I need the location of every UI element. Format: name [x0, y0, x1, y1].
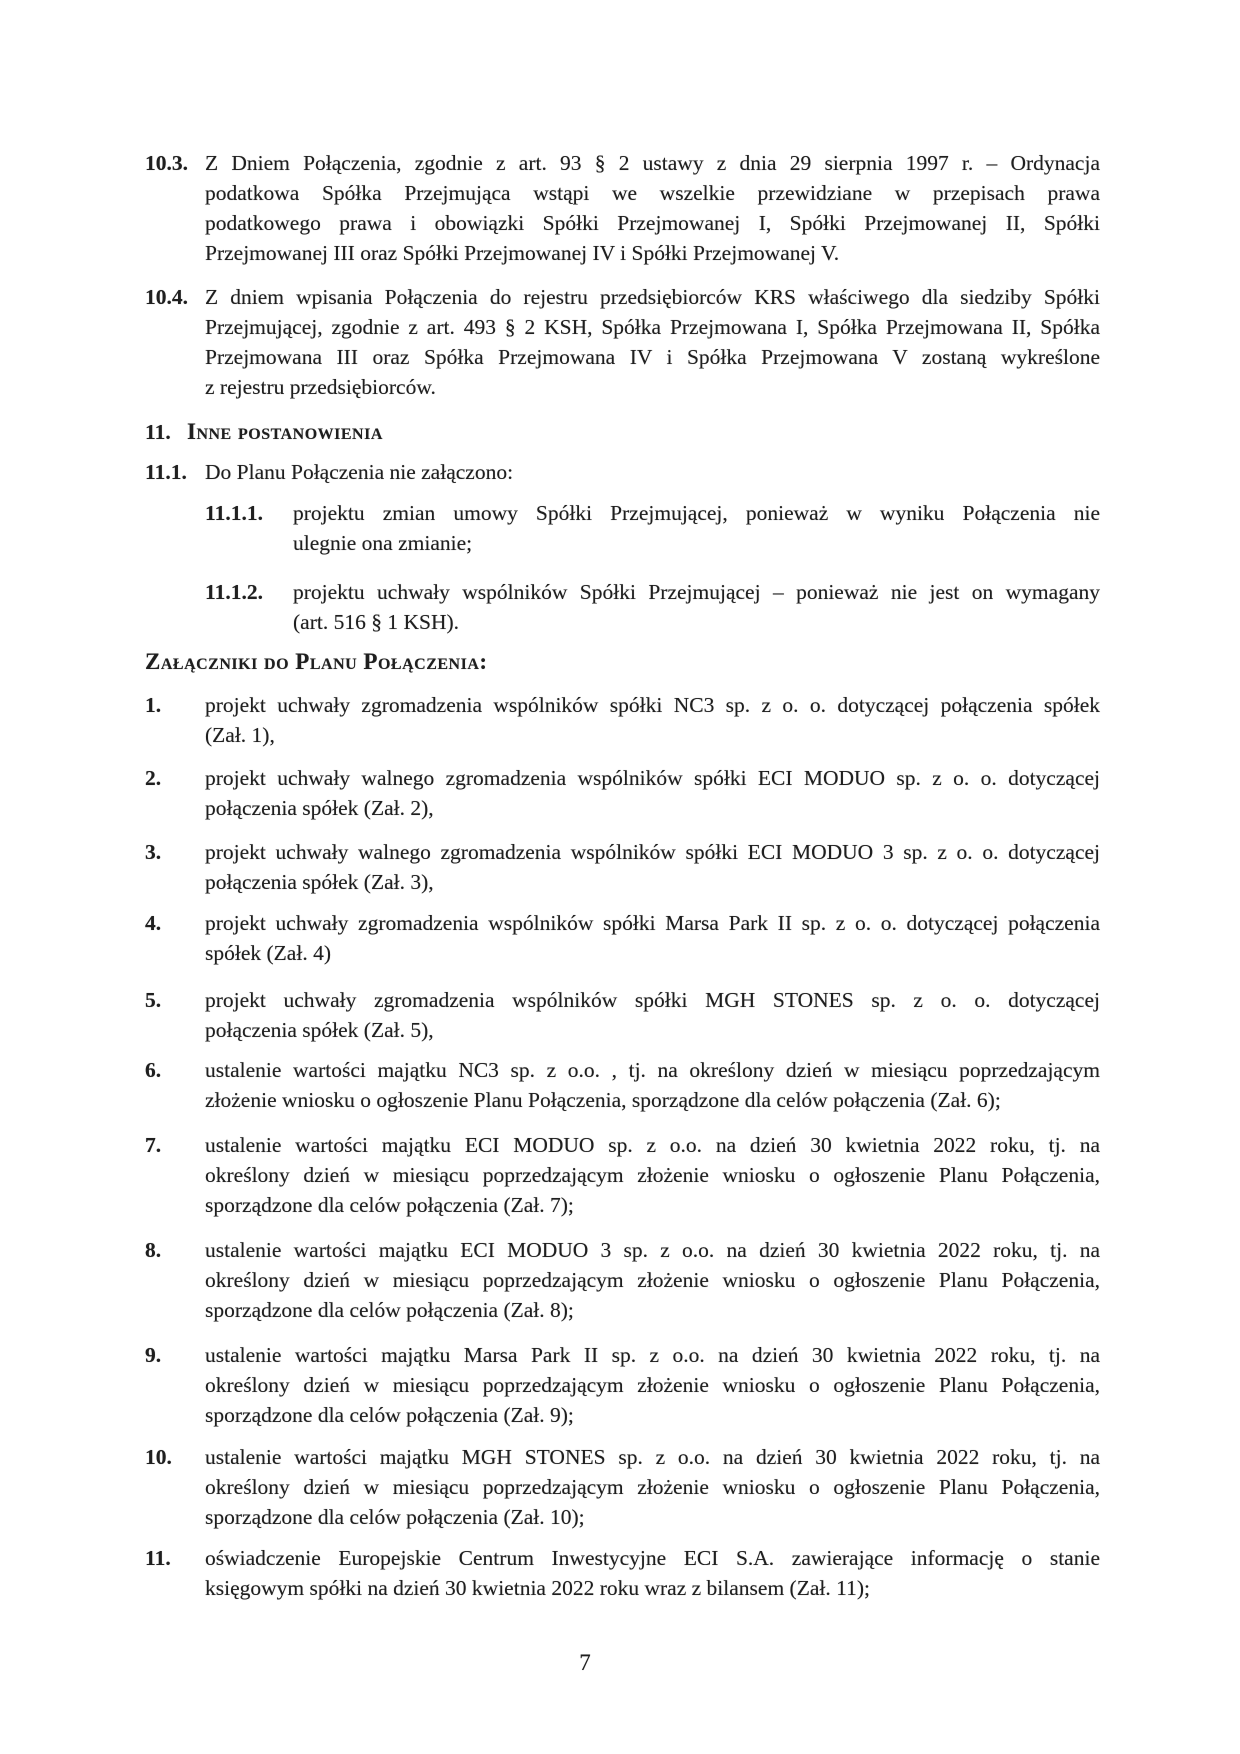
text-line: (Zał. 1), — [205, 723, 275, 747]
section-11-1-1 — [205, 498, 1100, 558]
text-line: Przejmującej, zgodnie z art. 493 § 2 KSH, Spółka Przejmowana I, Spółka Przejmowana II, Spółka — [205, 315, 1100, 339]
section-11-1-2 — [205, 577, 1100, 637]
attachment-item-5 — [145, 985, 1100, 1045]
text-line: ustalenie wartości majątku Marsa Park II sp. z o.o. na dzień 30 kwietnia 2022 roku, tj. na — [205, 1343, 1100, 1367]
text-line: sporządzone dla celów połączenia (Zał. 7); — [205, 1193, 574, 1217]
text-line: spółek (Zał. 4) — [205, 941, 331, 965]
attachment-item-8 — [145, 1235, 1100, 1325]
attachment-item-4 — [145, 908, 1100, 968]
text-line: określony dzień w miesiącu poprzedzającym złożenie wniosku o ogłoszenie Planu Połączenia, — [205, 1373, 1100, 1397]
attachment-number: 11. — [145, 1546, 171, 1570]
text-line: z rejestru przedsiębiorców. — [205, 375, 436, 399]
text-line: połączenia spółek (Zał. 2), — [205, 796, 434, 820]
attachment-number: 4. — [145, 911, 162, 935]
attachment-number: 6. — [145, 1058, 162, 1082]
text-line: określony dzień w miesiącu poprzedzającym złożenie wniosku o ogłoszenie Planu Połączenia, — [205, 1163, 1100, 1187]
section-10-4 — [145, 282, 1100, 402]
attachment-item-9 — [145, 1340, 1100, 1430]
text-line: połączenia spółek (Zał. 5), — [205, 1018, 434, 1042]
attachment-item-2 — [145, 763, 1100, 823]
text-line: określony dzień w miesiącu poprzedzającym złożenie wniosku o ogłoszenie Planu Połączenia, — [205, 1475, 1100, 1499]
attachment-number: 7. — [145, 1133, 162, 1157]
text-line: Z Dniem Połączenia, zgodnie z art. 93 § 2 ustawy z dnia 29 sierpnia 1997 r. – Ordynacja — [205, 151, 1100, 175]
text-line: księgowym spółki na dzień 30 kwietnia 2022 roku wraz z bilansem (Zał. 11); — [205, 1576, 870, 1600]
text-line: podatkowa Spółka Przejmująca wstąpi we wszelkie przewidziane w przepisach prawa — [205, 181, 1100, 205]
attachment-item-7 — [145, 1130, 1100, 1220]
section-heading-11 — [145, 417, 1087, 447]
attachment-number: 9. — [145, 1343, 162, 1367]
text-line: Przejmowana III oraz Spółka Przejmowana IV i Spółka Przejmowana V zostaną wykreślone — [205, 345, 1100, 369]
section-number: 10.3. — [145, 151, 188, 175]
text-line: Przejmowanej III oraz Spółki Przejmowanej IV i Spółki Przejmowanej V. — [205, 241, 840, 265]
section-11-1 — [145, 457, 1100, 487]
text-line: ustalenie wartości majątku ECI MODUO 3 sp. z o.o. na dzień 30 kwietnia 2022 roku, tj. na — [205, 1238, 1100, 1262]
page-number: 7 — [579, 1650, 591, 1675]
section-10-3 — [145, 148, 1100, 268]
attachment-number: 1. — [145, 693, 162, 717]
attachment-number: 10. — [145, 1445, 172, 1469]
text-line: projekt uchwały zgromadzenia wspólników spółki MGH STONES sp. z o. o. dotyczącej — [205, 988, 1100, 1012]
attachment-item-10 — [145, 1442, 1100, 1532]
text-line: sporządzone dla celów połączenia (Zał. 9); — [205, 1403, 574, 1427]
text-line: projekt uchwały zgromadzenia wspólników spółki NC3 sp. z o. o. dotyczącej połączenia spółek — [205, 693, 1100, 717]
text-line: Do Planu Połączenia nie załączono: — [205, 460, 514, 484]
text-line: projekt uchwały zgromadzenia wspólników spółki Marsa Park II sp. z o. o. dotyczącej połączenia — [205, 911, 1100, 935]
text-line: (art. 516 § 1 KSH). — [293, 610, 460, 634]
section-number: 11. — [145, 420, 171, 444]
text-line: połączenia spółek (Zał. 3), — [205, 870, 434, 894]
attachment-number: 2. — [145, 766, 162, 790]
text-line: ustalenie wartości majątku ECI MODUO sp. z o.o. na dzień 30 kwietnia 2022 roku, tj. na — [205, 1133, 1100, 1157]
text-line: złożenie wniosku o ogłoszenie Planu Połączenia, sporządzone dla celów połączenia (Zał. 6); — [205, 1088, 1001, 1112]
section-number: 11.1. — [145, 460, 187, 484]
text-line: ustalenie wartości majątku NC3 sp. z o.o. , tj. na określony dzień w miesiącu poprzedzającym — [205, 1058, 1100, 1082]
attachment-number: 5. — [145, 988, 162, 1012]
section-number: 11.1.1. — [205, 501, 263, 525]
section-number: 11.1.2. — [205, 580, 263, 604]
attachment-item-3 — [145, 837, 1100, 897]
text-line: określony dzień w miesiącu poprzedzającym złożenie wniosku o ogłoszenie Planu Połączenia, — [205, 1268, 1100, 1292]
attachment-item-11 — [145, 1543, 1100, 1603]
section-heading-text: Inne postanowienia — [187, 419, 383, 444]
section-number: 10.4. — [145, 285, 188, 309]
text-line: projektu zmian umowy Spółki Przejmującej, ponieważ w wyniku Połączenia nie — [293, 501, 1100, 525]
attachment-item-1 — [145, 690, 1100, 750]
attachment-number: 8. — [145, 1238, 162, 1262]
attachments-heading: Załączniki do Planu Połączenia: — [145, 649, 488, 674]
attachment-item-6 — [145, 1055, 1100, 1115]
text-line: projekt uchwały walnego zgromadzenia wspólników spółki ECI MODUO sp. z o. o. dotyczącej — [205, 766, 1100, 790]
text-line: oświadczenie Europejskie Centrum Inwestycyjne ECI S.A. zawierające informację o stanie — [205, 1546, 1100, 1570]
text-line: ulegnie ona zmianie; — [293, 531, 473, 555]
text-line: projektu uchwały wspólników Spółki Przejmującej – ponieważ nie jest on wymagany — [293, 580, 1100, 604]
attachment-number: 3. — [145, 840, 162, 864]
text-line: projekt uchwały walnego zgromadzenia wspólników spółki ECI MODUO 3 sp. z o. o. dotyczącej — [205, 840, 1100, 864]
text-line: Z dniem wpisania Połączenia do rejestru przedsiębiorców KRS właściwego dla siedziby Spółki — [205, 285, 1100, 309]
text-line: sporządzone dla celów połączenia (Zał. 8); — [205, 1298, 574, 1322]
text-line: ustalenie wartości majątku MGH STONES sp. z o.o. na dzień 30 kwietnia 2022 roku, tj. na — [205, 1445, 1100, 1469]
text-line: podatkowego prawa i obowiązki Spółki Przejmowanej I, Spółki Przejmowanej II, Spółki — [205, 211, 1100, 235]
text-line: sporządzone dla celów połączenia (Zał. 10); — [205, 1505, 585, 1529]
